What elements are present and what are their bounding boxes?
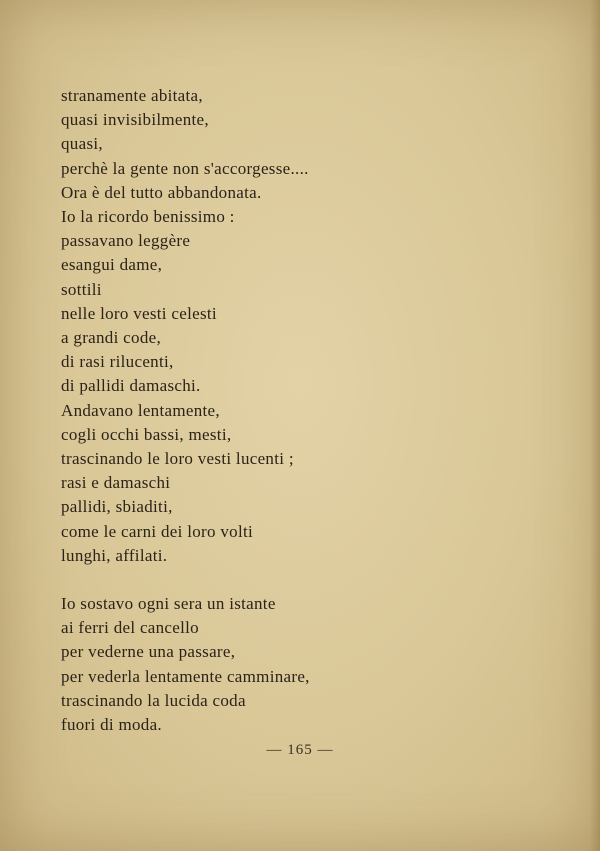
poem-line: Io sostavo ogni sera un istante: [61, 594, 276, 614]
poem-line: Andavano lentamente,: [61, 400, 220, 420]
poem-line: esangui dame,: [61, 255, 163, 275]
poem-line: stranamente abitata,: [61, 86, 203, 105]
poem-line: passavano leggère: [61, 231, 191, 251]
poem-line: a grandi code,: [61, 328, 162, 348]
poem-line: trascinando le loro vesti lucenti ;: [61, 449, 294, 469]
poem-line: Ora è del tutto abbandonata.: [61, 182, 262, 202]
stanza-2: [61, 592, 581, 737]
page-number: — 165 —: [266, 742, 334, 758]
poem-line: per vederne una passare,: [61, 642, 236, 662]
poem-line: fuori di moda.: [61, 715, 162, 735]
poem-line: sottili: [61, 279, 102, 299]
poem-line: lunghi, affilati.: [61, 545, 168, 565]
poem-line: cogli occhi bassi, mesti,: [61, 424, 232, 444]
poem-line: quasi,: [61, 134, 103, 154]
poem-line: nelle loro vesti celesti: [61, 303, 217, 323]
poem-line: come le carni dei loro volti: [61, 521, 254, 541]
poem-line: perchè la gente non s'accorgesse....: [61, 158, 309, 178]
poem-text: [61, 84, 581, 737]
poem-line: di pallidi damaschi.: [61, 376, 201, 396]
poem-line: trascinando la lucida coda: [61, 690, 246, 710]
poem-line: di rasi rilucenti,: [61, 352, 174, 372]
poem-line: ai ferri del cancello: [61, 618, 199, 638]
poem-line: Io la ricordo benissimo :: [61, 207, 235, 227]
poem-line: quasi invisibilmente,: [61, 110, 209, 130]
poem-line: per vederla lentamente camminare,: [61, 666, 310, 686]
poem-line: rasi e damaschi: [61, 473, 171, 493]
page-edge-shadow: [590, 0, 600, 851]
poem-line: pallidi, sbiaditi,: [61, 497, 173, 517]
stanza-1: [61, 84, 581, 568]
